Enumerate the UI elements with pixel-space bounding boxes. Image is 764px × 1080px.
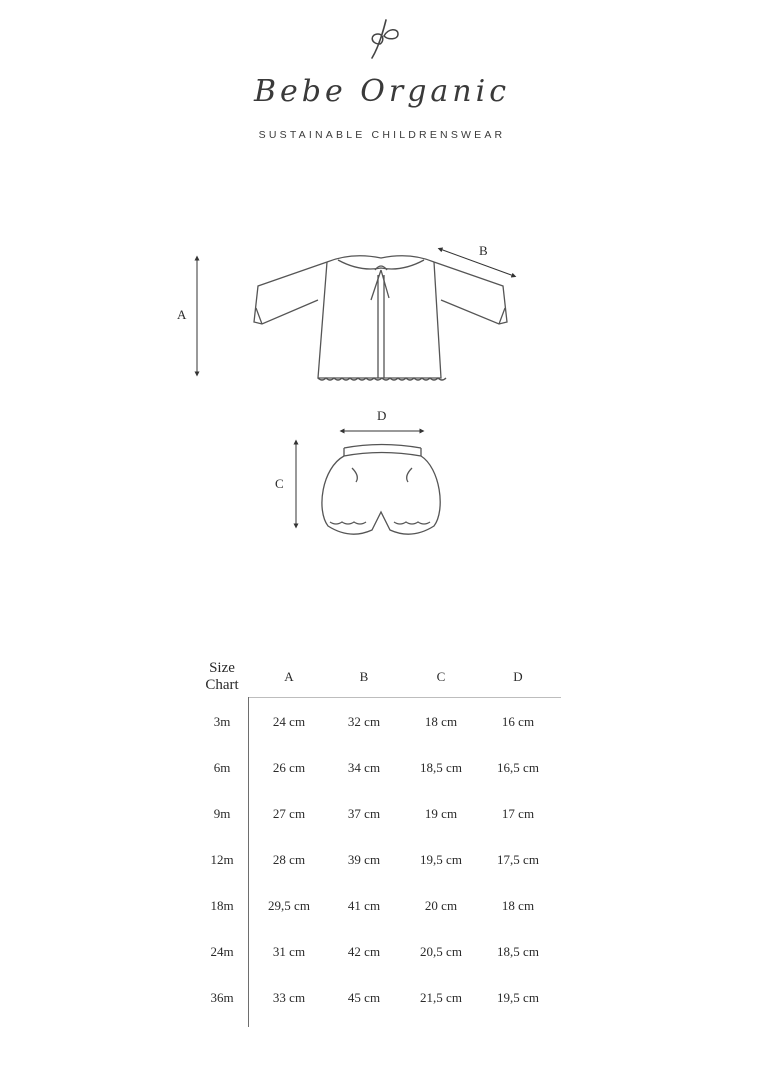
size-chart-title-line2: Chart bbox=[205, 677, 239, 693]
table-row bbox=[190, 990, 570, 1010]
bloomers-drawing bbox=[322, 445, 440, 535]
measure-a-cell: 31 cm bbox=[272, 944, 306, 959]
measure-d-cell: 19,5 cm bbox=[497, 990, 539, 1005]
measure-a-cell: 29,5 cm bbox=[268, 898, 310, 913]
column-header-c: C bbox=[436, 669, 446, 684]
measure-c-cell: 19 cm bbox=[424, 806, 458, 821]
measure-d-cell: 18,5 cm bbox=[497, 944, 539, 959]
table-row bbox=[190, 898, 570, 918]
measure-c-cell: 20 cm bbox=[424, 898, 458, 913]
measure-b-cell: 32 cm bbox=[347, 714, 381, 729]
measure-label-d: D bbox=[377, 408, 387, 423]
measure-b-cell: 41 cm bbox=[347, 898, 381, 913]
size-cell: 12m bbox=[210, 852, 234, 867]
size-chart-title bbox=[196, 660, 248, 694]
measure-a-cell: 27 cm bbox=[272, 806, 306, 821]
measure-a-cell: 26 cm bbox=[272, 760, 306, 775]
measure-c-cell: 19,5 cm bbox=[420, 852, 462, 867]
column-header-d: D bbox=[513, 669, 523, 684]
measure-d-cell: 17 cm bbox=[501, 806, 535, 821]
header-divider bbox=[248, 697, 561, 698]
jacket-drawing bbox=[254, 256, 507, 380]
measure-b-cell: 34 cm bbox=[347, 760, 381, 775]
measure-d-cell: 16,5 cm bbox=[497, 760, 539, 775]
brand-tagline: SUSTAINABLE CHILDRENSWEAR bbox=[258, 129, 506, 141]
measure-d-cell: 16 cm bbox=[501, 714, 535, 729]
size-cell: 24m bbox=[210, 944, 234, 959]
measure-c-cell: 18 cm bbox=[424, 714, 458, 729]
measure-label-a: A bbox=[177, 307, 187, 322]
measure-b-cell: 42 cm bbox=[347, 944, 381, 959]
column-header-a: A bbox=[284, 669, 294, 684]
measure-d-cell: 17,5 cm bbox=[497, 852, 539, 867]
table-row bbox=[190, 944, 570, 964]
size-cell: 36m bbox=[210, 990, 234, 1005]
size-chart-title-line1: Size bbox=[209, 660, 235, 676]
measure-a-cell: 33 cm bbox=[272, 990, 306, 1005]
measure-c-cell: 21,5 cm bbox=[420, 990, 462, 1005]
measure-c-cell: 20,5 cm bbox=[420, 944, 462, 959]
size-cell: 3m bbox=[213, 714, 231, 729]
table-row bbox=[190, 714, 570, 734]
measure-a-cell: 28 cm bbox=[272, 852, 306, 867]
size-cell: 9m bbox=[213, 806, 231, 821]
measure-b-cell: 45 cm bbox=[347, 990, 381, 1005]
size-cell: 6m bbox=[213, 760, 231, 775]
table-row bbox=[190, 852, 570, 872]
table-row bbox=[190, 760, 570, 780]
measure-b-cell: 37 cm bbox=[347, 806, 381, 821]
measure-b-cell: 39 cm bbox=[347, 852, 381, 867]
measure-c-cell: 18,5 cm bbox=[420, 760, 462, 775]
measure-d-cell: 18 cm bbox=[501, 898, 535, 913]
measure-a-cell: 24 cm bbox=[272, 714, 306, 729]
column-header-b: B bbox=[359, 669, 369, 684]
measure-label-b: B bbox=[479, 243, 488, 258]
measure-label-c: C bbox=[275, 476, 284, 491]
brand-name: Bebe Organic bbox=[253, 74, 511, 109]
size-cell: 18m bbox=[210, 898, 234, 913]
table-row bbox=[190, 806, 570, 826]
